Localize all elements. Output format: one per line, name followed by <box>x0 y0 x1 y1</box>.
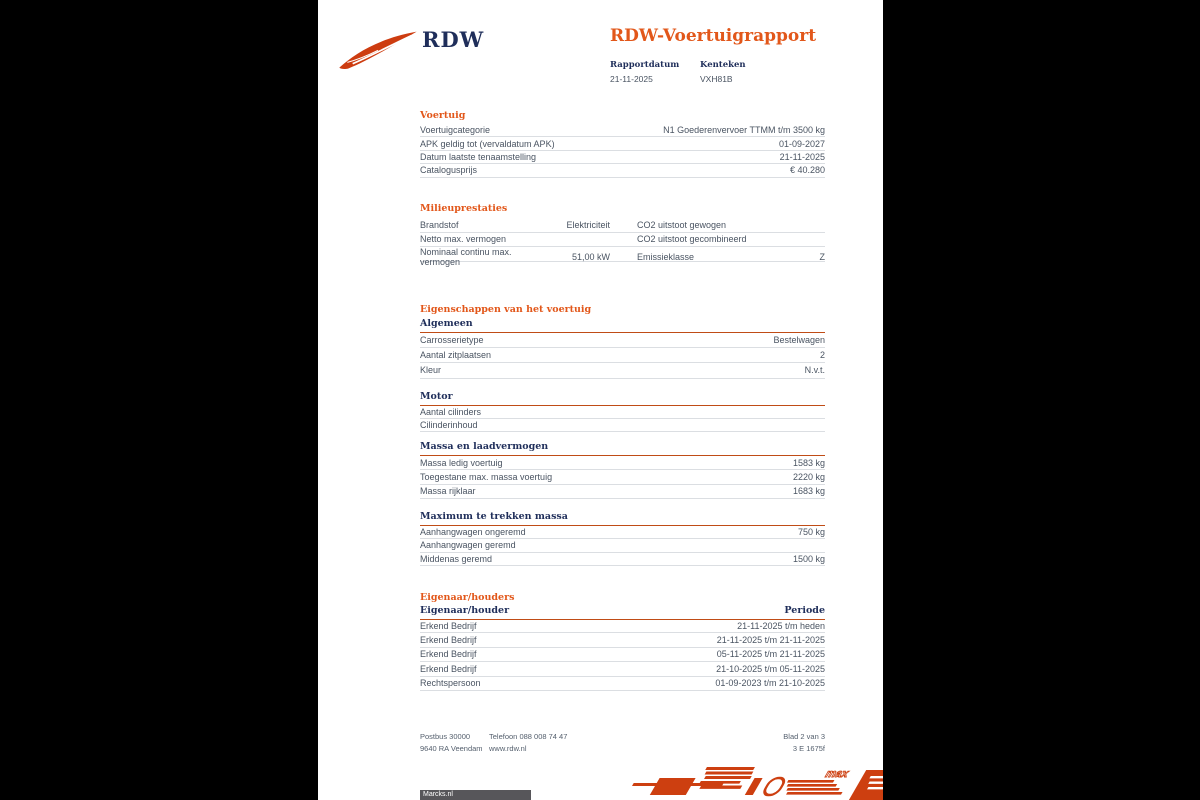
subsection-trekken <box>420 511 825 566</box>
table-row <box>420 137 825 150</box>
footer-contact <box>489 731 783 755</box>
column-header-period: Periode <box>784 605 825 616</box>
table-row <box>420 485 825 499</box>
owner-cell: Erkend Bedrijf <box>420 620 477 631</box>
row-value: 2220 kg <box>792 472 825 483</box>
owner-cell: Erkend Bedrijf <box>420 635 477 646</box>
table-row <box>420 218 825 233</box>
row-label: CO2 uitstoot gecombineerd <box>637 234 747 245</box>
row-label: Aanhangwagen geremd <box>420 540 516 551</box>
row-value: 1583 kg <box>792 457 825 468</box>
row-label: Nominaal continu max. vermogen <box>420 247 512 268</box>
row-label: Aantal cilinders <box>420 407 482 417</box>
row-label: Aantal zitplaatsen <box>420 350 492 361</box>
row-label: Massa ledig voertuig <box>420 457 503 468</box>
table-row <box>420 662 825 676</box>
row-value: € 40.280 <box>789 165 825 176</box>
row-label: Catalogusprijs <box>420 165 478 176</box>
table-row <box>420 363 825 378</box>
table-row <box>420 633 825 647</box>
owner-cell: Rechtspersoon <box>420 678 481 689</box>
row-value: Elektriciteit <box>566 219 610 230</box>
license-plate-label: Kenteken <box>700 60 746 70</box>
row-label: CO2 uitstoot gewogen <box>637 219 727 230</box>
owner-cell: Erkend Bedrijf <box>420 649 477 660</box>
table-row <box>420 526 825 539</box>
rdw-wing-icon <box>338 30 418 72</box>
section-heading-milieuprestaties: Milieuprestaties <box>420 203 508 214</box>
watermark-text: Marcks.nl <box>423 791 453 798</box>
footer-address-line2: 9640 RA Veendam <box>420 744 483 753</box>
footer-address <box>420 731 489 755</box>
row-label: Carrosserietype <box>420 335 484 346</box>
rdw-report-page <box>318 0 883 800</box>
footer-form-code: 3 E 1675f <box>792 744 825 753</box>
footer-pagination <box>783 731 825 755</box>
period-cell: 21-11-2025 t/m heden <box>737 620 825 631</box>
trekken-table <box>420 526 825 566</box>
row-label: APK geldig tot (vervaldatum APK) <box>420 138 555 149</box>
table-row <box>420 470 825 484</box>
subsection-algemeen <box>420 318 825 379</box>
table-row <box>420 233 825 248</box>
page-title: RDW-Voertuigrapport <box>610 26 817 46</box>
row-value: 1500 kg <box>792 553 825 564</box>
table-row <box>420 406 825 419</box>
table-row <box>420 419 825 432</box>
row-label: Cilinderinhoud <box>420 420 478 430</box>
subsection-massa <box>420 441 825 499</box>
row-label: Middenas geremd <box>420 553 493 564</box>
row-value: 21-11-2025 <box>779 151 825 162</box>
voertuig-table <box>420 124 825 178</box>
subsection-title: Maximum te trekken massa <box>420 511 825 526</box>
report-date-value: 21-11-2025 <box>610 74 653 84</box>
watermark-bar <box>420 790 531 800</box>
row-label: Netto max. vermogen <box>420 234 507 245</box>
motor-table <box>420 406 825 432</box>
subsection-title: Motor <box>420 391 825 406</box>
row-label: Massa rijklaar <box>420 486 476 497</box>
massa-table <box>420 456 825 499</box>
section-heading-eigenschappen: Eigenschappen van het voertuig <box>420 304 592 315</box>
table-row <box>420 553 825 566</box>
row-label: Brandstof <box>420 219 459 230</box>
table-row <box>420 124 825 137</box>
table-row <box>420 539 825 552</box>
row-label: Voertuigcategorie <box>420 125 491 136</box>
speed-lines-graphic <box>610 760 883 800</box>
table-row <box>420 333 825 348</box>
table-row <box>420 348 825 363</box>
row-value: 750 kg <box>797 527 825 538</box>
rdw-logo-wordmark: RDW <box>422 27 485 52</box>
row-label: Kleur <box>420 365 442 376</box>
table-row <box>420 677 825 691</box>
row-value: 2 <box>819 350 825 361</box>
period-cell: 01-09-2023 t/m 21-10-2025 <box>715 678 825 689</box>
table-row <box>420 456 825 470</box>
row-value: N.v.t. <box>804 365 825 376</box>
table-row <box>420 164 825 177</box>
eigenaar-table <box>420 619 825 691</box>
row-label: Aanhangwagen ongeremd <box>420 527 526 538</box>
column-header-owner: Eigenaar/houder <box>420 605 510 616</box>
report-date-label: Rapportdatum <box>610 60 680 70</box>
row-value: 01-09-2027 <box>778 138 825 149</box>
footer-phone: Telefoon 088 008 74 47 <box>489 732 568 741</box>
row-label: Emissieklasse <box>637 252 695 263</box>
row-value: 1683 kg <box>792 486 825 497</box>
table-row <box>420 151 825 164</box>
license-plate-value: VXH81B <box>700 74 733 84</box>
period-cell: 05-11-2025 t/m 21-11-2025 <box>716 649 825 660</box>
footer-page-number: Blad 2 van 3 <box>783 732 825 741</box>
period-cell: 21-11-2025 t/m 21-11-2025 <box>716 635 825 646</box>
period-cell: 21-10-2025 t/m 05-11-2025 <box>716 663 825 674</box>
row-label: Toegestane max. massa voertuig <box>420 472 553 483</box>
row-value: Bestelwagen <box>773 335 825 346</box>
report-content <box>420 0 825 800</box>
page-footer <box>420 731 825 755</box>
subsection-title: Massa en laadvermogen <box>420 441 825 456</box>
row-label: Datum laatste tenaamstelling <box>420 151 537 162</box>
table-row <box>420 619 825 633</box>
row-value: Z <box>819 252 825 263</box>
subsection-title: Algemeen <box>420 318 825 333</box>
algemeen-table <box>420 333 825 379</box>
footer-address-line1: Postbus 30000 <box>420 732 471 741</box>
owner-cell: Erkend Bedrijf <box>420 663 477 674</box>
section-heading-voertuig: Voertuig <box>420 110 466 121</box>
table-row <box>420 648 825 662</box>
section-heading-eigenaar: Eigenaar/houders <box>420 592 515 603</box>
footer-website: www.rdw.nl <box>489 744 527 753</box>
eigenaar-table-header <box>420 605 825 620</box>
milieuprestaties-table <box>420 218 825 268</box>
table-row <box>420 247 825 268</box>
svg-text:max: max <box>822 766 853 780</box>
subsection-motor <box>420 391 825 432</box>
row-value: N1 Goederenvervoer TTMM t/m 3500 kg <box>663 125 825 136</box>
row-value: 51,00 kW <box>571 252 610 263</box>
